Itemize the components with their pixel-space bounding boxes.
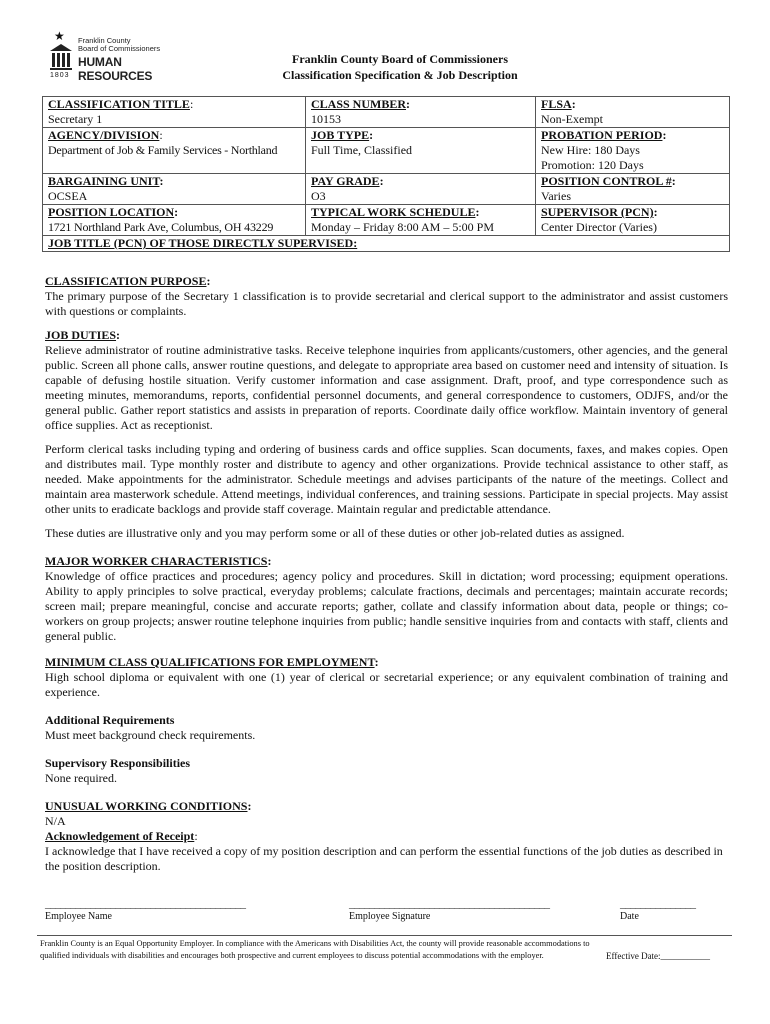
eeo-statement: Franklin County is an Equal Opportunity Employer. In compliance with the Americans with Disabilities Act, the county will provide reasonable accommodations to qualified individuals with disabilities and encourages both prospective and current employees to discuss potential accommodations with the employer. xyxy=(40,939,590,960)
cell-label: POSITION CONTROL # xyxy=(541,174,672,188)
section-heading: CLASSIFICATION PURPOSE xyxy=(45,274,207,288)
additional-section xyxy=(45,713,728,743)
section-text: High school diploma or equivalent with one (1) year of clerical or secretarial experience; or any equivalent combination of training and experience. xyxy=(45,670,728,699)
section-heading: JOB DUTIES xyxy=(45,328,117,342)
section-text: Knowledge of office practices and procedures; agency policy and procedures. Skill in dictation; word processing; equipment operations. Ability to apply principles to solve practical, everyday problems; calculate fractions, decimals and percentages; maintain accurate records; screen mail; prepare meaningful, concise and accurate reports; gather, collate and classify information about data, people or things; co-workers on group projects; answer routine telephone inquiries from public; handle sensitive inquiries from and contacts with staff, clients and general public. xyxy=(45,569,728,643)
grid-cell xyxy=(536,205,729,235)
cell-sep: : xyxy=(571,97,576,111)
qualifications-section: MINIMUM CLASS QUALIFICATIONS FOR EMPLOYMENT: High school diploma or equivalent with one (1) year of clerical or secretarial experience; or any equivalent combination of training and experience. xyxy=(45,655,728,699)
section-text: Relieve administrator of routine administrative tasks. Receive telephone inquiries from applicants/customers, other agencies, and the general public. Screen all phone calls, answer routine questions, and delegate to appropriate area based on customer need and intensity of situation. Is capable of defusing hostile situation. Verify customer information and case assignment. Draft, proof, and type correspondence such as meeting minutes, memorandums, reports, confidential personnel documents, and general correspondence to customers, ODJFS, and/or the general public. Gather report statistics and assists in preparation of reports. Coordinate daily office workflow. Maintain inventory of general office supplies. Act as receptionist. xyxy=(45,343,728,432)
grid-cell xyxy=(43,205,306,235)
cell-value: 10153 xyxy=(311,112,341,126)
characteristics-section: MAJOR WORKER CHARACTERISTICS: Knowledge of office practices and procedures; agency policy and procedures. Skill in dictation; word processing; equipment operations. Ability to apply principles to solve practical, everyday problems; calculate fractions, decimals and percentages; maintain accurate records; screen mail; prepare meaningful, concise and accurate reports; gather, collate and classify information about data, people or things; co-workers on group projects; answer routine telephone inquiries from public; handle sensitive inquiries from and contacts with staff, clients and general public. xyxy=(45,554,728,643)
cell-value: Center Director (Varies) xyxy=(541,220,657,234)
cell-sep: : xyxy=(369,128,374,142)
cell-sep: : xyxy=(189,97,194,111)
employee-signature-line: ________________________________________ xyxy=(349,896,549,910)
grid-cell xyxy=(306,174,536,204)
document-subtitle: Classification Specification & Job Description xyxy=(282,68,518,82)
grid-cell xyxy=(536,174,729,204)
section-text: N/A xyxy=(45,814,66,828)
star-icon: ★ xyxy=(54,29,65,43)
grid-row xyxy=(43,97,729,128)
cell-value: Secretary 1 xyxy=(48,112,103,126)
cell-sep: : xyxy=(475,205,480,219)
cell-label: PAY GRADE xyxy=(311,174,380,188)
cell-label: BARGAINING UNIT xyxy=(48,174,160,188)
date-label: Date xyxy=(620,911,639,922)
document-title: Franklin County Board of Commissioners xyxy=(291,52,509,66)
date-line: _______________ xyxy=(620,896,695,910)
section-text: The primary purpose of the Secretary 1 classification is to provide secretarial and clerical support to the administrator and assist customers with questions or complaints. xyxy=(45,289,728,318)
supervisory-section xyxy=(45,756,728,786)
section-text: I acknowledge that I have received a copy of my position description and can perform the essential functions of the job duties as described in the position description. xyxy=(45,844,723,873)
info-grid xyxy=(42,96,730,252)
purpose-section: CLASSIFICATION PURPOSE: The primary purpose of the Secretary 1 classification is to provide secretarial and clerical support to the administrator and assist customers with questions or complaints. xyxy=(45,274,728,318)
cell-value: Non-Exempt xyxy=(541,112,603,126)
section-heading: UNUSUAL WORKING CONDITIONS xyxy=(45,799,248,813)
cell-sep: : xyxy=(379,174,384,188)
section-heading: Acknowledgement of Receipt xyxy=(45,829,195,843)
cell-label: TYPICAL WORK SCHEDULE xyxy=(311,205,476,219)
cell-label: POSITION LOCATION xyxy=(48,205,175,219)
grid-row xyxy=(43,174,729,205)
cell-value: Department of Job & Family Services - Northland xyxy=(48,143,278,157)
grid-row xyxy=(43,205,729,236)
cell-label: SUPERVISOR (PCN) xyxy=(541,205,654,219)
cell-label: PROBATION PERIOD xyxy=(541,128,663,142)
cell-value: Full Time, Classified xyxy=(311,143,413,157)
cell-sep: : xyxy=(406,97,411,111)
section-text: None required. xyxy=(45,771,117,785)
cell-sep: : xyxy=(653,205,658,219)
grid-cell xyxy=(306,205,536,235)
employee-name-line: ________________________________________ xyxy=(45,896,245,910)
cell-label: FLSA xyxy=(541,97,572,111)
cell-value: 1721 Northland Park Ave, Columbus, OH 43229 xyxy=(48,220,274,234)
logo-line1: Franklin County xyxy=(78,36,131,45)
cell-sep: : xyxy=(159,174,164,188)
section-heading: MAJOR WORKER CHARACTERISTICS xyxy=(45,554,268,568)
cell-value: New Hire: 180 Days xyxy=(541,143,640,157)
employee-name-label: Employee Name xyxy=(45,911,112,922)
grid-row xyxy=(43,236,729,251)
cell-label: JOB TYPE xyxy=(311,128,370,142)
grid-cell xyxy=(536,97,729,127)
section-heading: Supervisory Responsibilities xyxy=(45,756,191,770)
cell-sep: : xyxy=(174,205,179,219)
grid-cell xyxy=(536,128,729,173)
supervised-label: JOB TITLE (PCN) OF THOSE DIRECTLY SUPERVISED: xyxy=(48,236,358,250)
logo-line3: HUMAN RESOURCES xyxy=(78,55,153,83)
cell-value: Promotion: 120 Days xyxy=(541,158,644,172)
grid-cell xyxy=(43,128,306,173)
effective-date: Effective Date:___________ xyxy=(606,951,711,961)
grid-cell xyxy=(306,128,536,173)
cell-value: Varies xyxy=(541,189,571,203)
acknowledgement-section: Acknowledgement of Receipt: I acknowledge that I have received a copy of my position description and can perform the essential functions of the job duties as described in the position description. xyxy=(45,829,728,874)
grid-row xyxy=(43,128,729,174)
section-text: Must meet background check requirements. xyxy=(45,728,256,742)
grid-cell xyxy=(306,97,536,127)
grid-cell xyxy=(43,174,306,204)
section-text: These duties are illustrative only and you may perform some or all of these duties or other job-related duties as assigned. xyxy=(45,526,625,540)
section-text: Perform clerical tasks including typing and ordering of business cards and office supplies. Scan documents, faxes, and makes copies. Open and distributes mail. Type monthly roster and distribute to agency and other organizations. Provide technical assistance to other staff, as needed. Make appointments for the administrator. Schedule meetings and advises participants of the nature of the meetings. Collect and maintain area masterwork schedule. Attend meetings, individual conferences, and training sessions. Participate in special projects. May assist other units to eradicate backlogs and provide staff coverage. Maintain regular and predictable attendance. xyxy=(45,442,728,516)
cell-label: CLASSIFICATION TITLE xyxy=(48,97,190,111)
cell-label: AGENCY/DIVISION xyxy=(48,128,160,142)
logo-line2: Board of Commissioners xyxy=(78,44,161,53)
cell-sep: : xyxy=(662,128,667,142)
cell-value: Monday – Friday 8:00 AM – 5:00 PM xyxy=(311,220,495,234)
cell-value: O3 xyxy=(311,189,326,203)
conditions-section: UNUSUAL WORKING CONDITIONS: N/A xyxy=(45,799,728,829)
duties-section: JOB DUTIES: Relieve administrator of routine administrative tasks. Receive telephone inquiries from applicants/customers, other agencies, and the general public. Screen all phone calls, answer routine questions, and delegate to appropriate area based on customer need and intensity of situation. Is capable of defusing hostile situation. Verify customer information and case assignment. Draft, proof, and type correspondence such as meeting minutes, memorandums, reports, confidential personnel documents, and general correspondence to customers, ODJFS, and/or the general public. Gather report statistics and assists in preparation of reports. Coordinate daily office workflow. Maintain inventory of general office supplies. Act as receptionist. Perform clerical tasks including typing and ordering of business cards and office supplies. Scan documents, faxes, and makes copies. Open and distributes mail. Type monthly roster and distribute to agency and other organizations. Provide technical assistance to other staff, as needed. Make appointments for the administrator. Schedule meetings and advises participants of the nature of the meetings. Collect and maintain area masterwork schedule. Attend meetings, individual conferences, and training sessions. Participate in special projects. May assist other units to eradicate backlogs and provide staff coverage. Maintain regular and predictable attendance. These duties are illustrative only and you may perform some or all of these duties or other job-related duties as assigned. xyxy=(45,328,728,540)
section-heading: MINIMUM CLASS QUALIFICATIONS FOR EMPLOYMENT xyxy=(45,655,375,669)
employee-signature-label: Employee Signature xyxy=(349,911,431,922)
cell-sep: : xyxy=(671,174,676,188)
cell-value: OCSEA xyxy=(48,189,88,203)
grid-cell xyxy=(43,97,306,127)
footer-divider xyxy=(37,935,732,936)
document-body xyxy=(45,274,728,874)
section-heading: Additional Requirements xyxy=(45,713,175,727)
cell-label: CLASS NUMBER xyxy=(311,97,407,111)
cell-sep: : xyxy=(159,128,163,142)
logo-year: 1803 xyxy=(50,72,70,79)
